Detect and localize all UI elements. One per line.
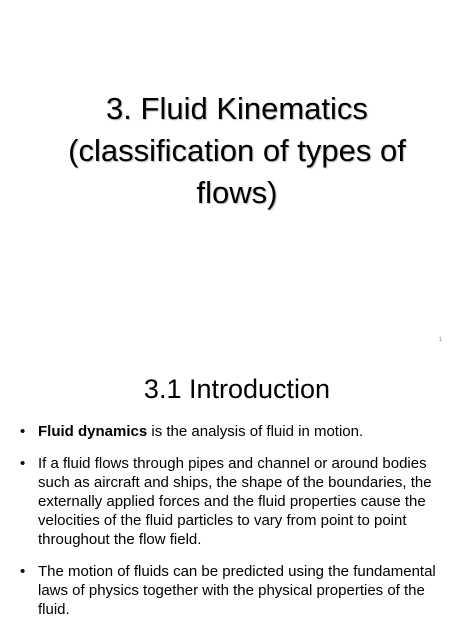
bullet-marker: • [20, 423, 26, 440]
page-number: 1 [438, 337, 442, 343]
slide-title-line-1: 3. Fluid Kinematics [106, 91, 368, 126]
bullet-list [20, 422, 460, 632]
section-title: 3.1 Introduction [143, 374, 331, 404]
bullet-item [20, 422, 460, 441]
slide-title-line-3: flows) [196, 175, 278, 210]
bullet-text: The motion of fluids can be predicted using the fundamental laws of physics together with the physical properties of the fluid. [38, 563, 436, 618]
bullet-text: If a fluid flows through pipes and channel or around bodies such as aircraft and ships, the shape of the boundaries, the externally applied forces and the fluid properties cause the velocities of the fluid particles to vary from point to point throughout the flow field. [38, 455, 432, 548]
bullet-bold-term: Fluid dynamics [38, 423, 148, 440]
bullet-item [20, 562, 460, 619]
slide-title-line-2: (classification of types of [68, 133, 406, 168]
bullet-marker: • [20, 455, 26, 472]
bullet-text: is the analysis of fluid in motion. [147, 423, 364, 440]
bullet-item [20, 454, 460, 549]
slide-title [0, 88, 474, 214]
bullet-marker: • [20, 563, 26, 580]
introduction-slide [0, 350, 474, 632]
